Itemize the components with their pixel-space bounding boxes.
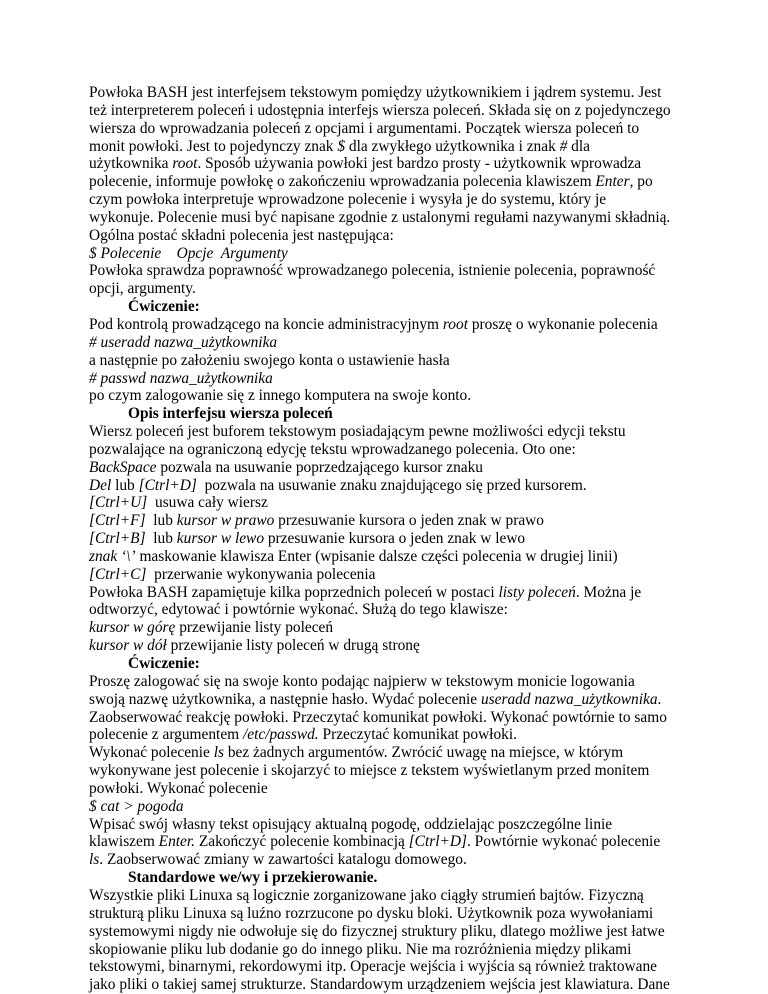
italic-text: useradd nazwa_użytkownika [480, 690, 658, 708]
text-segment: lub [145, 512, 177, 530]
text-line [89, 976, 709, 994]
text-segment: przerwanie wykonywania polecenia [146, 565, 376, 583]
text-line [89, 726, 709, 744]
italic-text: [Ctrl+D] [408, 833, 467, 851]
text-segment: strukturą pliku Linuxa są luźno rozrzucone po dysku bloki. Użytkownik poza wywołaniami [89, 904, 654, 922]
text-line [89, 441, 709, 459]
text-line [89, 262, 709, 280]
text-segment: pozwala na usuwanie poprzedzającego kursor znaku [156, 458, 483, 476]
italic-text: [Ctrl+B] [89, 530, 146, 548]
text-line [89, 530, 709, 548]
text-segment: jako pliki o takiej samej strukturze. Standardowym urządzeniem wejścia jest klawiatura. Dane [89, 976, 670, 994]
text-segment: po czym zalogowanie się z innego komputera na swoje konto. [89, 387, 472, 405]
text-line [89, 780, 709, 798]
text-line [89, 245, 709, 263]
text-segment: przesuwanie kursora o jeden znak w prawo [274, 512, 544, 530]
text-segment: bez żadnych argumentów. Zwrócić uwagę na miejsce, w którym [223, 744, 624, 762]
text-segment: pozwalające na ograniczoną edycję tekstu wprowadzanego polecenia. Oto one: [89, 440, 576, 458]
italic-text: root [172, 155, 198, 173]
text-line [89, 334, 709, 352]
text-segment: lub [145, 530, 177, 548]
italic-text: # passwd nazwa_użytkownika [89, 369, 273, 387]
text-line [89, 762, 709, 780]
text-segment: . Można je [575, 583, 642, 601]
text-line [89, 423, 709, 441]
text-segment: czym powłoka interpretuje wprowadzone polecenie i wysyła je do systemu, który je [89, 191, 607, 209]
text-segment: , po [629, 173, 653, 191]
text-line [89, 744, 709, 762]
text-line [89, 816, 709, 834]
text-segment: tekstowymi, binarnymi, rekordowymi itp. Operacje wejścia i wyjścia są również traktowane [89, 958, 658, 976]
text-line [89, 673, 709, 691]
text-segment: Pod kontrolą prowadzącego na koncie administracyjnym [89, 315, 443, 333]
text-segment: wiersza do wprowadzania poleceń z opcjami i argumentami. Początek wiersza poleceń to [89, 119, 640, 137]
text-segment: Wykonać polecenie [89, 744, 214, 762]
text-segment: wykonywane jest polecenie i skojarzyć to miejsce z tekstem wyświetlanym przed monitem [89, 762, 650, 780]
text-segment: Zakończyć polecenie kombinacją [195, 833, 409, 851]
text-line [89, 566, 709, 584]
text-line [89, 548, 709, 566]
text-segment: Powłoka sprawdza poprawność wprowadzanego polecenia, istnienie polecenia, poprawność [89, 262, 656, 280]
text-line [89, 120, 709, 138]
italic-text: $ cat > pogoda [89, 797, 184, 815]
text-segment: polecenie z argumentem [89, 726, 243, 744]
italic-text: kursor w górę [89, 619, 176, 637]
section-heading [89, 298, 709, 316]
text-segment: . Zaobserwować zmiany w zawartości katalogu domowego. [99, 851, 467, 869]
text-line [89, 958, 709, 976]
italic-text: [Ctrl+U] [89, 494, 148, 512]
text-line [89, 833, 709, 851]
italic-text: # [559, 137, 568, 155]
text-line [89, 209, 709, 227]
italic-text: listy poleceń [498, 583, 576, 601]
text-segment: Ogólna postać składni polecenia jest następująca: [89, 226, 394, 244]
text-segment: też interpreterem poleceń i udostępnia interfejs wiersza poleceń. Składa się on z pojedynczego [89, 101, 671, 119]
text-segment: przesuwanie kursora o jeden znak w lewo [264, 530, 526, 548]
text-segment: Powłoka BASH zapamiętuje kilka poprzednich poleceń w postaci [89, 583, 499, 601]
text-segment: swoją nazwę użytkownika, a następnie hasło. Wydać polecenie [89, 690, 481, 708]
text-segment: polecenie, informuje powłokę o zakończeniu wprowadzania polecenia klawiszem [89, 173, 596, 191]
document-page [89, 84, 709, 994]
text-segment: pozwala na usuwanie znaku znajdującego się przed kursorem. [196, 476, 587, 494]
text-segment: systemowymi nigdy nie odwołuje się do fizycznej struktury pliku, dlatego możliwe jest łatwe [89, 922, 665, 940]
text-segment: Przeczytać komunikat powłoki. [318, 726, 517, 744]
text-line [89, 619, 709, 637]
italic-text: znak ‘\’ [89, 547, 136, 565]
text-segment: dla zwykłego użytkownika i znak [345, 137, 560, 155]
text-segment: użytkownika [89, 155, 173, 173]
italic-text: /etc/passwd. [242, 726, 319, 744]
text-segment: monit powłoki. Jest to pojedynczy znak [89, 137, 338, 155]
text-segment: . Powtórnie wykonać polecenie [466, 833, 661, 851]
text-line [89, 923, 709, 941]
text-segment: powłoki. Wykonać polecenie [89, 779, 268, 797]
text-segment: przewijanie listy poleceń w drugą stronę [166, 637, 420, 655]
text-segment: Zaobserwować reakcję powłoki. Przeczytać komunikat powłoki. Wykonać powtórnie to samo [89, 708, 667, 726]
text-line [89, 887, 709, 905]
text-line [89, 155, 709, 173]
italic-text: Del [89, 476, 112, 494]
italic-text: kursor w dół [89, 637, 167, 655]
italic-text: $ Polecenie Opcje Argumenty [89, 244, 288, 262]
section-heading [89, 655, 709, 673]
text-line [89, 173, 709, 191]
italic-text: ls [213, 744, 224, 762]
italic-text: kursor w prawo [176, 512, 275, 530]
text-segment: lub [111, 476, 139, 494]
text-line [89, 637, 709, 655]
italic-text: [Ctrl+D] [138, 476, 197, 494]
italic-text: BackSpace [89, 458, 157, 476]
text-segment: Wszystkie pliki Linuxa są logicznie zorganizowane jako ciągły strumień bajtów. Fizyczną [89, 886, 644, 904]
text-segment: Opis interfejsu wiersza poleceń [128, 405, 333, 423]
text-line [89, 798, 709, 816]
section-heading [89, 405, 709, 423]
italic-text: [Ctrl+C] [89, 565, 147, 583]
text-line [89, 370, 709, 388]
text-segment: opcji, argumenty. [89, 280, 196, 298]
text-line [89, 191, 709, 209]
text-line [89, 84, 709, 102]
italic-text: kursor w lewo [176, 530, 265, 548]
italic-text: $ [337, 137, 346, 155]
text-segment: Ćwiczenie: [128, 298, 200, 316]
text-segment: maskowanie klawisza Enter (wpisanie dalsze części polecenia w drugiej linii) [135, 547, 618, 565]
text-segment: Ćwiczenie: [128, 655, 200, 672]
text-segment: Powłoka BASH jest interfejsem tekstowym pomiędzy użytkownikiem i jądrem systemu. Jest [89, 84, 662, 101]
text-segment: . Sposób używania powłoki jest bardzo prosty - użytkownik wprowadza [197, 155, 642, 173]
text-line [89, 601, 709, 619]
text-segment: dla [567, 137, 590, 155]
text-line [89, 709, 709, 727]
text-segment: wykonuje. Polecenie musi być napisane zgodnie z ustalonymi regułami nazywanymi składnią. [89, 208, 671, 226]
text-segment: Standardowe we/wy i przekierowanie. [128, 869, 378, 887]
text-segment: Proszę zalogować się na swoje konto podając najpierw w tekstowym monicie logowania [89, 672, 635, 690]
text-segment: usuwa cały wiersz [147, 494, 268, 512]
text-line [89, 584, 709, 602]
text-line [89, 512, 709, 530]
italic-text: # useradd nazwa_użytkownika [89, 333, 278, 351]
text-line [89, 138, 709, 156]
text-segment: a następnie po założeniu swojego konta o ustawienie hasła [89, 351, 450, 369]
italic-text: Enter. [158, 833, 196, 851]
italic-text: root [442, 315, 468, 333]
text-segment: przewijanie listy poleceń [175, 619, 334, 637]
text-segment: skopiowanie pliku lub dodanie go do innego pliku. Nie ma rozróżnienia między plikami [89, 940, 632, 958]
text-line [89, 851, 709, 869]
text-segment: klawiszem [89, 833, 159, 851]
text-segment: Wiersz poleceń jest buforem tekstowym posiadającym pewne możliwości edycji tekstu [89, 423, 626, 441]
text-line [89, 905, 709, 923]
text-segment: proszę o wykonanie polecenia [467, 315, 658, 333]
text-line [89, 941, 709, 959]
text-line [89, 691, 709, 709]
text-segment: Wpisać swój własny tekst opisujący aktualną pogodę, oddzielając poszczególne linie [89, 815, 613, 833]
text-line [89, 494, 709, 512]
text-line [89, 352, 709, 370]
text-line [89, 280, 709, 298]
section-heading [89, 869, 709, 887]
text-line [89, 477, 709, 495]
italic-text: Enter [595, 173, 630, 191]
text-segment: odtworzyć, edytować i powtórnie wykonać. Służą do tego klawisze: [89, 601, 508, 619]
text-line [89, 387, 709, 405]
text-line [89, 459, 709, 477]
text-line [89, 227, 709, 245]
text-line [89, 102, 709, 120]
text-segment: . [657, 690, 662, 708]
text-line [89, 316, 709, 334]
italic-text: [Ctrl+F] [89, 512, 146, 530]
italic-text: ls [89, 851, 100, 869]
